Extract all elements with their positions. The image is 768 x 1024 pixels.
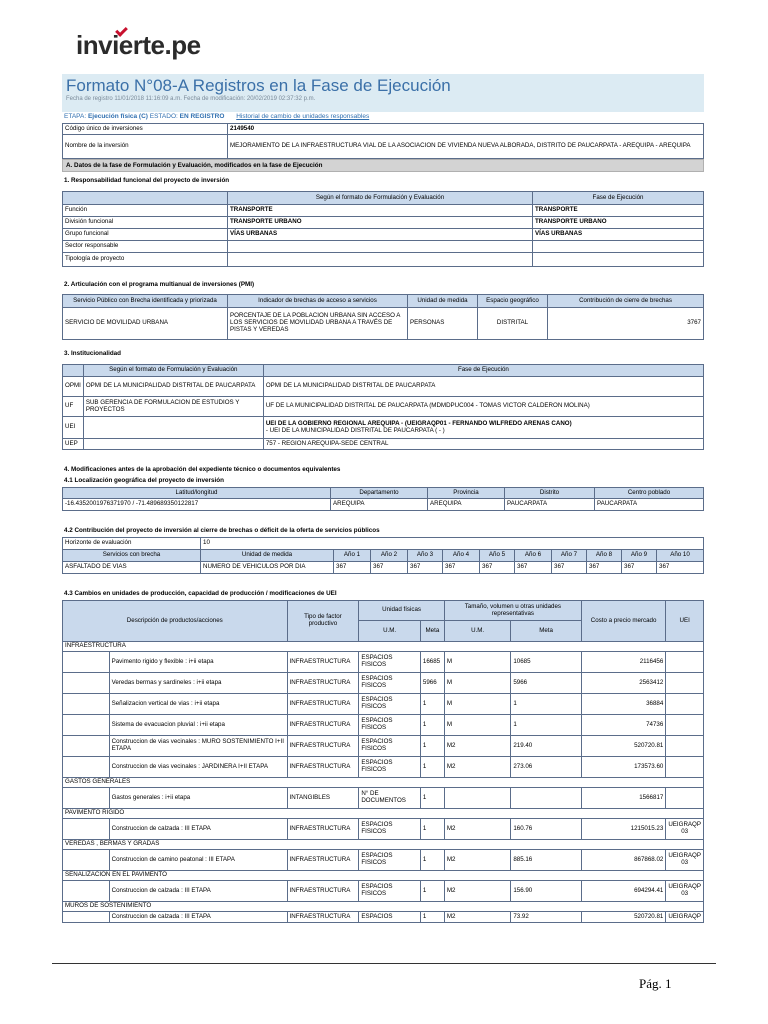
section-4-title: 4. Modificaciones antes de la aprobación del expediente técnico o documentos equivalentes bbox=[64, 466, 341, 473]
ej-line: UEI DE LA GOBIERNO REGIONAL AREQUIPA - (UEIGRAQP01 - FERNANDO WILFREDO ARENAS CANO) bbox=[265, 419, 572, 427]
indent-cell bbox=[63, 819, 110, 840]
cell: 367 bbox=[657, 562, 704, 574]
column-header: Latitud/longitud bbox=[63, 488, 331, 499]
indent-cell bbox=[63, 715, 110, 736]
row-label: Grupo funcional bbox=[63, 229, 228, 241]
table-row bbox=[63, 736, 704, 757]
horizon-label: Horizonte de evaluación bbox=[63, 538, 201, 550]
unit-meta: 1 bbox=[420, 736, 444, 757]
cell: 367 bbox=[371, 562, 408, 574]
product-desc: Construccion de calzada : III ETAPA bbox=[109, 912, 287, 923]
institutional-table bbox=[62, 364, 704, 450]
cell: AREQUIPA bbox=[428, 499, 505, 511]
stage-line: ETAPA: Ejecución física (C) ESTADO: EN REGISTRO Historial de cambio de unidades responsables bbox=[64, 113, 370, 120]
blank-head bbox=[63, 192, 228, 205]
size-meta bbox=[511, 788, 582, 809]
table-row bbox=[63, 652, 704, 673]
unit: ESPACIOS FISICOS bbox=[359, 881, 421, 902]
section-3-title: 3. Institucionalidad bbox=[64, 350, 122, 357]
unit-meta: 1 bbox=[420, 912, 444, 923]
column-header: Centro poblado bbox=[595, 488, 704, 499]
unit: ESPACIOS FISICOS bbox=[359, 850, 421, 871]
row-label: UEI bbox=[63, 417, 84, 439]
column-header: Año 5 bbox=[480, 550, 515, 562]
group-name: VEREDAS , BERMAS Y GRADAS bbox=[63, 840, 704, 850]
ej-line: UF DE LA MUNICIPALIDAD DISTRITAL DE PAUCARPATA (MDMDPUC004 - TOMAS VICTOR CALDERON MOLINA) bbox=[265, 402, 590, 410]
table-row bbox=[63, 694, 704, 715]
indent-cell bbox=[63, 694, 110, 715]
size-unit: M bbox=[444, 652, 510, 673]
unit-meta: 16685 bbox=[420, 652, 444, 673]
column-header: Servicios con brecha bbox=[63, 550, 201, 562]
column-header: Distrito bbox=[505, 488, 595, 499]
ej-value bbox=[533, 253, 704, 267]
table-row bbox=[63, 715, 704, 736]
ej-line: OPMI DE LA MUNICIPALIDAD DISTRITAL DE PAUCARPATA bbox=[265, 382, 436, 390]
table-row bbox=[63, 229, 704, 241]
ej-head: Fase de Ejecución bbox=[263, 365, 703, 377]
factor-type: INFRAESTRUCTURA bbox=[287, 850, 359, 871]
indent-cell bbox=[63, 673, 110, 694]
row-label: Función bbox=[63, 205, 228, 217]
unit: ESPACIOS FISICOS bbox=[359, 715, 421, 736]
table-row bbox=[63, 377, 704, 397]
section-42-title: 4.2 Contribución del proyecto de inversión al cierre de brechas o déficit de la oferta de servicios públicos bbox=[64, 527, 380, 534]
indent-cell bbox=[63, 757, 110, 778]
unit-meta: 1 bbox=[420, 757, 444, 778]
group-name: MUROS DE SOSTENIMIENTO bbox=[63, 902, 704, 912]
size-meta: 1 bbox=[511, 715, 582, 736]
factor-head: Tipo de factor productivo bbox=[287, 601, 359, 642]
cell: 367 bbox=[587, 562, 622, 574]
column-header: Servicio Público con Brecha identificada y priorizada bbox=[63, 295, 228, 308]
functional-table bbox=[62, 191, 704, 267]
fe-head: Según el formato de Formulación y Evaluación bbox=[228, 192, 533, 205]
size-meta: 160.76 bbox=[511, 819, 582, 840]
section-1-title: 1. Responsabilidad funcional del proyecto de inversión bbox=[64, 177, 230, 184]
group-name: INFRAESTRUCTURA bbox=[63, 642, 704, 652]
um-head: U.M. bbox=[359, 621, 421, 642]
name-value: MEJORAMIENTO DE LA INFRAESTRUCTURA VIAL DE LA ASOCIACION DE VIVIENDA NUEVA ALBORADA, DISTRITO DE PAUCARPATA - AREQUIPA - AREQUIPA bbox=[228, 135, 704, 159]
column-header: Año 7 bbox=[552, 550, 587, 562]
group-name: GASTOS GENERALES bbox=[63, 778, 704, 788]
gap-table bbox=[62, 537, 704, 574]
history-link[interactable]: Historial de cambio de unidades responsables bbox=[236, 113, 370, 120]
row-label: Tipología de proyecto bbox=[63, 253, 228, 267]
product-desc: Gastos generales : i+ii etapa bbox=[109, 788, 287, 809]
uei-code bbox=[666, 736, 704, 757]
size-unit: M2 bbox=[444, 912, 510, 923]
factor-type: INTANGIBLES bbox=[287, 788, 359, 809]
table-row bbox=[63, 205, 704, 217]
unit-meta: 1 bbox=[420, 819, 444, 840]
fe-value bbox=[228, 241, 533, 253]
factor-type: INFRAESTRUCTURA bbox=[287, 819, 359, 840]
section-2-title: 2. Articulación con el programa multianual de inversiones (PMI) bbox=[64, 281, 255, 288]
group-name: PAVIMENTO RIGIDO bbox=[63, 809, 704, 819]
uei-code bbox=[666, 673, 704, 694]
table-row bbox=[63, 757, 704, 778]
column-header: Año 4 bbox=[443, 550, 480, 562]
factor-type: INFRAESTRUCTURA bbox=[287, 912, 359, 923]
size-meta: 10685 bbox=[511, 652, 582, 673]
indent-cell bbox=[63, 881, 110, 902]
size-unit bbox=[444, 788, 510, 809]
units-head: Unidad físicas bbox=[359, 601, 445, 621]
column-header: Contribución de cierre de brechas bbox=[548, 295, 704, 308]
market-cost: 867868.02 bbox=[581, 850, 665, 871]
pmi-table bbox=[62, 294, 704, 340]
market-cost: 2116456 bbox=[581, 652, 665, 673]
factor-type: INFRAESTRUCTURA bbox=[287, 652, 359, 673]
record-dates: Fecha de registro 11/01/2018 11:16:09 a.m. Fecha de modificación: 20/02/2019 02:37:32 p.m. bbox=[66, 96, 316, 102]
unit: ESPACIOS FISICOS bbox=[359, 673, 421, 694]
indent-cell bbox=[63, 736, 110, 757]
ej-head: Fase de Ejecución bbox=[533, 192, 704, 205]
cell: 367 bbox=[622, 562, 657, 574]
fe-value: SUB GERENCIA DE FORMULACION DE ESTUDIOS Y PROYECTOS bbox=[83, 397, 263, 417]
cell: 367 bbox=[552, 562, 587, 574]
market-cost: 74736 bbox=[581, 715, 665, 736]
ej-value: TRANSPORTE bbox=[533, 205, 704, 217]
page-title: Formato N°08-A Registros en la Fase de Ejecución bbox=[66, 76, 451, 95]
cell: 3767 bbox=[548, 308, 704, 340]
market-cost: 2563412 bbox=[581, 673, 665, 694]
group-row bbox=[63, 809, 704, 819]
table-row bbox=[63, 850, 704, 871]
size-unit: M bbox=[444, 715, 510, 736]
ej-line-2: - UEI DE LA MUNICIPALIDAD DISTRITAL DE PAUCARPATA ( - ) bbox=[265, 426, 445, 434]
size-meta: 219.40 bbox=[511, 736, 582, 757]
unit-meta: 1 bbox=[420, 881, 444, 902]
market-cost: 520720.81 bbox=[581, 736, 665, 757]
ej-value: VÍAS URBANAS bbox=[533, 229, 704, 241]
row-label: OPMI bbox=[63, 377, 84, 397]
cell: 367 bbox=[334, 562, 371, 574]
unit: N° DE DOCUMENTOS bbox=[359, 788, 421, 809]
product-desc: Construccion de calzada : III ETAPA bbox=[109, 819, 287, 840]
footer-divider bbox=[52, 963, 716, 964]
cell: 367 bbox=[480, 562, 515, 574]
stage-value: Ejecución física (C) bbox=[87, 113, 148, 120]
size-unit: M2 bbox=[444, 819, 510, 840]
size-unit: M2 bbox=[444, 757, 510, 778]
factor-type: INFRAESTRUCTURA bbox=[287, 694, 359, 715]
market-cost: 1215015.23 bbox=[581, 819, 665, 840]
size-meta: 156.90 bbox=[511, 881, 582, 902]
row-label: Sector responsable bbox=[63, 241, 228, 253]
indent-cell bbox=[63, 788, 110, 809]
table-row bbox=[63, 241, 704, 253]
product-desc: Construccion de calzada : III ETAPA bbox=[109, 881, 287, 902]
investment-info-table bbox=[62, 123, 704, 159]
cell: ASFALTADO DE VIAS bbox=[63, 562, 201, 574]
column-header: Unidad de medida bbox=[408, 295, 478, 308]
cell: 367 bbox=[408, 562, 443, 574]
size-meta-head: Meta bbox=[511, 621, 582, 642]
table-row bbox=[63, 881, 704, 902]
size-meta: 5966 bbox=[511, 673, 582, 694]
indent-cell bbox=[63, 850, 110, 871]
cell: PAUCARPATA bbox=[505, 499, 595, 511]
cell: DISTRITAL bbox=[478, 308, 548, 340]
factor-type: INFRAESTRUCTURA bbox=[287, 736, 359, 757]
fe-value bbox=[83, 417, 263, 439]
column-header: Departamento bbox=[331, 488, 428, 499]
code-value: 2149540 bbox=[228, 124, 704, 135]
factor-type: INFRAESTRUCTURA bbox=[287, 673, 359, 694]
table-row bbox=[63, 819, 704, 840]
size-unit: M2 bbox=[444, 736, 510, 757]
column-header: Año 10 bbox=[657, 550, 704, 562]
group-row bbox=[63, 902, 704, 912]
size-head: Tamaño, volumen u otras unidades representativas bbox=[444, 601, 581, 621]
unit: ESPACIOS FISICOS bbox=[359, 736, 421, 757]
cell: PERSONAS bbox=[408, 308, 478, 340]
unit: ESPACIOS FISICOS bbox=[359, 757, 421, 778]
ej-value bbox=[263, 417, 703, 439]
factor-type: INFRAESTRUCTURA bbox=[287, 715, 359, 736]
size-meta: 885.16 bbox=[511, 850, 582, 871]
column-header: Año 6 bbox=[515, 550, 552, 562]
column-header: Año 9 bbox=[622, 550, 657, 562]
unit: ESPACIOS FISICOS bbox=[359, 819, 421, 840]
group-row bbox=[63, 871, 704, 881]
size-um-head: U.M. bbox=[444, 621, 510, 642]
size-meta: 273.06 bbox=[511, 757, 582, 778]
status-badge: EN REGISTRO bbox=[179, 113, 225, 120]
uei-code bbox=[666, 757, 704, 778]
ej-value bbox=[263, 439, 703, 450]
unit-meta: 1 bbox=[420, 715, 444, 736]
product-desc: Construccion de vias vecinales : JARDINERA I+II ETAPA bbox=[109, 757, 287, 778]
column-header: Año 8 bbox=[587, 550, 622, 562]
row-label: UEP bbox=[63, 439, 84, 450]
product-desc: Construccion de vias vecinales : MURO SOSTENIMIENTO I+II ETAPA bbox=[109, 736, 287, 757]
product-desc: Pavimento rigido y flexible : i+ii etapa bbox=[109, 652, 287, 673]
ej-value bbox=[533, 241, 704, 253]
invierte-logo: invierte.pe bbox=[76, 30, 201, 61]
unit: ESPACIOS FISICOS bbox=[359, 694, 421, 715]
fe-value: TRANSPORTE bbox=[228, 205, 533, 217]
market-cost: 36884 bbox=[581, 694, 665, 715]
unit-meta: 1 bbox=[420, 788, 444, 809]
desc-head: Descripción de productos/acciones bbox=[63, 601, 288, 642]
table-row bbox=[63, 253, 704, 267]
table-row bbox=[63, 673, 704, 694]
size-unit: M bbox=[444, 694, 510, 715]
size-unit: M bbox=[444, 673, 510, 694]
table-row bbox=[63, 217, 704, 229]
cell: PAUCARPATA bbox=[595, 499, 704, 511]
location-table bbox=[62, 487, 704, 511]
table-row bbox=[63, 439, 704, 450]
size-meta: 73.92 bbox=[511, 912, 582, 923]
unit-meta: 5966 bbox=[420, 673, 444, 694]
group-row bbox=[63, 642, 704, 652]
table-row bbox=[63, 397, 704, 417]
unit-meta: 1 bbox=[420, 694, 444, 715]
cell: -16.4352001976371970 / -71.489689350122817 bbox=[63, 499, 331, 511]
market-cost: 694294.41 bbox=[581, 881, 665, 902]
fe-value: TRANSPORTE URBANO bbox=[228, 217, 533, 229]
uei-code bbox=[666, 694, 704, 715]
fe-head: Según el formato de Formulación y Evaluación bbox=[83, 365, 263, 377]
cost-head: Costo a precio mercado bbox=[581, 601, 665, 642]
ej-line: 757 - REGION AREQUIPA-SEDE CENTRAL bbox=[265, 439, 389, 447]
column-header: Espacio geográfico bbox=[478, 295, 548, 308]
cell: 367 bbox=[515, 562, 552, 574]
cell: PORCENTAJE DE LA POBLACION URBANA SIN ACCESO A LOS SERVICIOS DE MOVILIDAD URBANA A TRAVÉS DE PISTAS Y VEREDAS bbox=[228, 308, 408, 340]
table-row bbox=[63, 417, 704, 439]
production-units-table bbox=[62, 600, 704, 923]
market-cost: 173573.60 bbox=[581, 757, 665, 778]
market-cost: 520720.81 bbox=[581, 912, 665, 923]
row-label: División funcional bbox=[63, 217, 228, 229]
cell: AREQUIPA bbox=[331, 499, 428, 511]
size-meta: 1 bbox=[511, 694, 582, 715]
column-header: Indicador de brechas de acceso a servicios bbox=[228, 295, 408, 308]
page-number: Pág. 1 bbox=[639, 976, 672, 991]
column-header: Año 2 bbox=[371, 550, 408, 562]
ej-value bbox=[263, 377, 703, 397]
unit: ESPACIOS bbox=[359, 912, 421, 923]
unit-meta: 1 bbox=[420, 850, 444, 871]
ej-value: TRANSPORTE URBANO bbox=[533, 217, 704, 229]
fe-value: VÍAS URBANAS bbox=[228, 229, 533, 241]
product-desc: Veredas bermas y sardineles : i+ii etapa bbox=[109, 673, 287, 694]
size-unit: M2 bbox=[444, 850, 510, 871]
product-desc: Construccion de camino peatonal : III ETAPA bbox=[109, 850, 287, 871]
group-row bbox=[63, 778, 704, 788]
column-header: Año 1 bbox=[334, 550, 371, 562]
section-a-heading: A. Datos de la fase de Formulación y Evaluación, modificados en la fase de Ejecución bbox=[62, 159, 704, 172]
uei-code bbox=[666, 715, 704, 736]
product-desc: Señalizacion vertical de vias : i+ii etapa bbox=[109, 694, 287, 715]
column-header: Provincia bbox=[428, 488, 505, 499]
code-label: Código único de inversiones bbox=[63, 124, 228, 135]
ej-value bbox=[263, 397, 703, 417]
uei-code bbox=[666, 788, 704, 809]
uei-code: UEIGRAQP 03 bbox=[666, 819, 704, 840]
fe-value bbox=[83, 439, 263, 450]
cell: NUMERO DE VEHICULOS POR DIA bbox=[201, 562, 334, 574]
uei-code: UEIGRAQP 03 bbox=[666, 881, 704, 902]
uei-head: UEI bbox=[666, 601, 704, 642]
factor-type: INFRAESTRUCTURA bbox=[287, 881, 359, 902]
table-row bbox=[63, 912, 704, 923]
column-header: Año 3 bbox=[408, 550, 443, 562]
horizon-value: 10 bbox=[201, 538, 704, 550]
uei-code bbox=[666, 652, 704, 673]
fe-value bbox=[228, 253, 533, 267]
indent-cell bbox=[63, 912, 110, 923]
size-unit: M2 bbox=[444, 881, 510, 902]
uei-code: UEIGRAQP 03 bbox=[666, 850, 704, 871]
unit: ESPACIOS FISICOS bbox=[359, 652, 421, 673]
group-name: SENALIZACION EN EL PAVIMENTO bbox=[63, 871, 704, 881]
cell: SERVICIO DE MOVILIDAD URBANA bbox=[63, 308, 228, 340]
blank-head bbox=[63, 365, 84, 377]
group-row bbox=[63, 840, 704, 850]
name-label: Nombre de la inversión bbox=[63, 135, 228, 159]
cell: 367 bbox=[443, 562, 480, 574]
uei-code: UEIGRAQP bbox=[666, 912, 704, 923]
factor-type: INFRAESTRUCTURA bbox=[287, 757, 359, 778]
indent-cell bbox=[63, 652, 110, 673]
table-row bbox=[63, 788, 704, 809]
market-cost: 1566817 bbox=[581, 788, 665, 809]
column-header: Unidad de medida bbox=[201, 550, 334, 562]
section-41-title: 4.1 Localización geográfica del proyecto de inversión bbox=[64, 477, 224, 484]
meta-head: Meta bbox=[420, 621, 444, 642]
fe-value: OPMI DE LA MUNICIPALIDAD DISTRITAL DE PAUCARPATA bbox=[83, 377, 263, 397]
product-desc: Sistema de evacuacion pluvial : i+ii etapa bbox=[109, 715, 287, 736]
row-label: UF bbox=[63, 397, 84, 417]
section-43-title: 4.3 Cambios en unidades de producción, capacidad de producción / modificaciones de UEI bbox=[64, 590, 337, 597]
